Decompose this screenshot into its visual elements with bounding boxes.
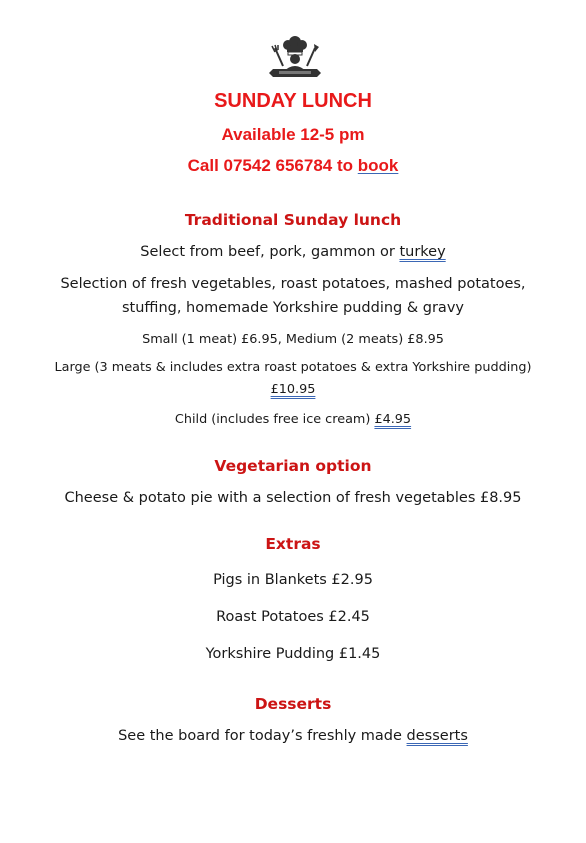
chef-logo-icon xyxy=(263,36,327,78)
child-line xyxy=(0,412,586,427)
desserts-word: desserts xyxy=(406,728,468,744)
desserts-line xyxy=(0,728,586,744)
sides-line-2: stuffing, homemade Yorkshire pudding & gravy xyxy=(122,300,464,316)
turkey-word: turkey xyxy=(399,244,446,260)
extras-item: Pigs in Blankets £2.95 xyxy=(213,572,373,588)
sides-line-1: Selection of fresh vegetables, roast potatoes, mashed potatoes, xyxy=(60,276,526,292)
book-link[interactable]: book xyxy=(357,156,399,175)
vegetarian-heading: Vegetarian option xyxy=(214,457,372,475)
meats-line xyxy=(0,244,586,260)
large-price-value: £10.95 xyxy=(270,382,316,397)
call-text: Call 07542 656784 to xyxy=(187,156,358,175)
desserts-text: See the board for today’s freshly made xyxy=(118,728,407,744)
vegetarian-item: Cheese & potato pie with a selection of fresh vegetables £8.95 xyxy=(64,490,522,506)
large-line: Large (3 meats & includes extra roast potatoes & extra Yorkshire pudding) xyxy=(54,360,532,375)
desserts-heading: Desserts xyxy=(254,695,332,713)
traditional-heading: Traditional Sunday lunch xyxy=(184,211,402,229)
call-to-book xyxy=(0,156,586,176)
large-price xyxy=(0,382,586,397)
availability-text: Available 12-5 pm xyxy=(221,125,365,144)
extras-item: Roast Potatoes £2.45 xyxy=(216,609,370,625)
sizes-line: Small (1 meat) £6.95, Medium (2 meats) £8.95 xyxy=(142,332,444,347)
extras-item: Yorkshire Pudding £1.45 xyxy=(205,646,381,662)
extras-heading: Extras xyxy=(265,535,321,553)
page-title: SUNDAY LUNCH xyxy=(214,90,372,112)
child-text: Child (includes free ice cream) xyxy=(174,412,375,427)
child-price: £4.95 xyxy=(374,412,412,427)
meats-text: Select from beef, pork, gammon or xyxy=(140,244,400,260)
